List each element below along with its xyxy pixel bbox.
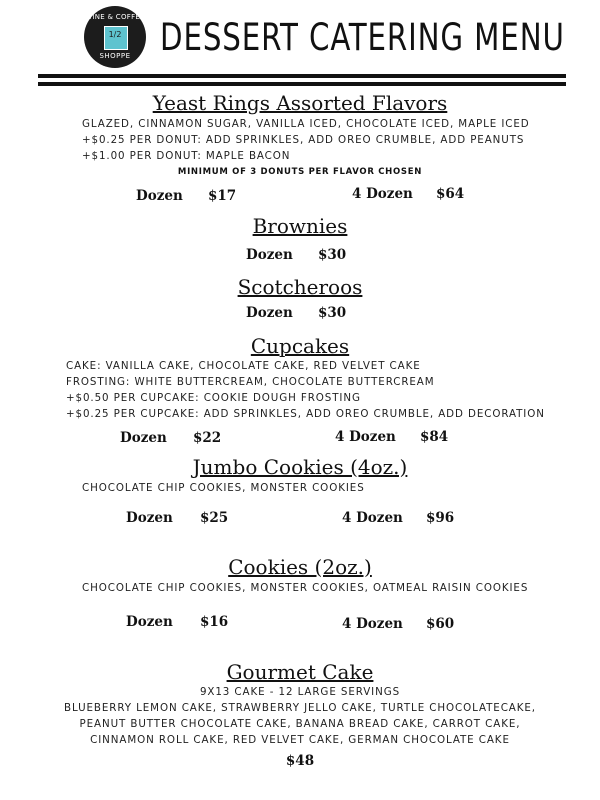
section-title-yeast-rings: Yeast Rings Assorted Flavors <box>152 91 448 115</box>
cookies-4dozen-label: 4 Dozen <box>342 616 403 632</box>
brownies-dozen-label: Dozen <box>246 247 293 263</box>
cake-price: $48 <box>285 753 315 769</box>
yeast-4dozen-label: 4 Dozen <box>352 186 413 202</box>
jumbo-line-1: CHOCOLATE CHIP COOKIES, MONSTER COOKIES <box>82 482 365 494</box>
cupcakes-line-1: CAKE: VANILLA CAKE, CHOCOLATE CAKE, RED VELVET CAKE <box>66 360 421 372</box>
cupcakes-4dozen-label: 4 Dozen <box>335 429 396 445</box>
brownies-dozen-price: $30 <box>318 247 347 263</box>
cupcakes-line-4: +$0.25 PER CUPCAKE: ADD SPRINKLES, ADD OREO CRUMBLE, ADD DECORATION <box>66 408 545 420</box>
cookies-dozen-price: $16 <box>200 614 229 630</box>
jumbo-4dozen-price: $96 <box>426 510 455 526</box>
cupcakes-dozen-label: Dozen <box>120 430 167 446</box>
section-title-cupcakes: Cupcakes <box>250 334 350 358</box>
cupcakes-line-2: FROSTING: WHITE BUTTERCREAM, CHOCOLATE BUTTERCREAM <box>66 376 435 388</box>
scotcheroos-dozen-label: Dozen <box>246 305 293 321</box>
logo-mark: 1/2 <box>108 30 122 39</box>
jumbo-dozen-label: Dozen <box>126 510 173 526</box>
section-title-scotcheroos: Scotcheroos <box>237 275 363 299</box>
shop-logo <box>84 6 146 68</box>
jumbo-dozen-price: $25 <box>200 510 229 526</box>
section-title-brownies: Brownies <box>252 214 348 238</box>
yeast-dozen-label: Dozen <box>136 188 183 204</box>
section-title-gourmet-cake: Gourmet Cake <box>226 660 374 684</box>
yeast-4dozen-price: $64 <box>436 186 465 202</box>
header-rule-bottom <box>38 82 566 86</box>
yeast-minimum-note: MINIMUM OF 3 DONUTS PER FLAVOR CHOSEN <box>177 167 423 177</box>
cookies-4dozen-price: $60 <box>426 616 455 632</box>
logo-bottom-text: SHOPPE <box>99 52 131 60</box>
yeast-dozen-price: $17 <box>208 188 237 204</box>
yeast-line-1: GLAZED, CINNAMON SUGAR, VANILLA ICED, CHOCOLATE ICED, MAPLE ICED <box>82 118 530 130</box>
scotcheroos-dozen-price: $30 <box>318 305 347 321</box>
cake-line-3: PEANUT BUTTER CHOCOLATE CAKE, BANANA BREAD CAKE, CARROT CAKE, <box>79 718 521 730</box>
cupcakes-4dozen-price: $84 <box>420 429 449 445</box>
yeast-line-3: +$1.00 PER DONUT: MAPLE BACON <box>82 150 291 162</box>
page-title: DESSERT CATERING MENU <box>160 16 565 59</box>
cupcakes-line-3: +$0.50 PER CUPCAKE: COOKIE DOUGH FROSTING <box>66 392 361 404</box>
cake-line-4: CINNAMON ROLL CAKE, RED VELVET CAKE, GERMAN CHOCOLATE CAKE <box>90 734 510 746</box>
cupcakes-dozen-price: $22 <box>193 430 222 446</box>
jumbo-4dozen-label: 4 Dozen <box>342 510 403 526</box>
cake-line-2: BLUEBERRY LEMON CAKE, STRAWBERRY JELLO CAKE, TURTLE CHOCOLATECAKE, <box>64 702 536 714</box>
header-rule-top <box>38 74 566 78</box>
yeast-line-2: +$0.25 PER DONUT: ADD SPRINKLES, ADD OREO CRUMBLE, ADD PEANUTS <box>82 134 525 146</box>
section-title-jumbo-cookies: Jumbo Cookies (4oz.) <box>192 455 408 479</box>
cookies-dozen-label: Dozen <box>126 614 173 630</box>
cookies-line-1: CHOCOLATE CHIP COOKIES, MONSTER COOKIES, OATMEAL RAISIN COOKIES <box>82 582 529 594</box>
cake-line-1: 9X13 CAKE - 12 LARGE SERVINGS <box>199 686 401 698</box>
logo-top-text: WINE & COFFEE <box>85 13 145 21</box>
section-title-cookies: Cookies (2oz.) <box>228 555 372 579</box>
